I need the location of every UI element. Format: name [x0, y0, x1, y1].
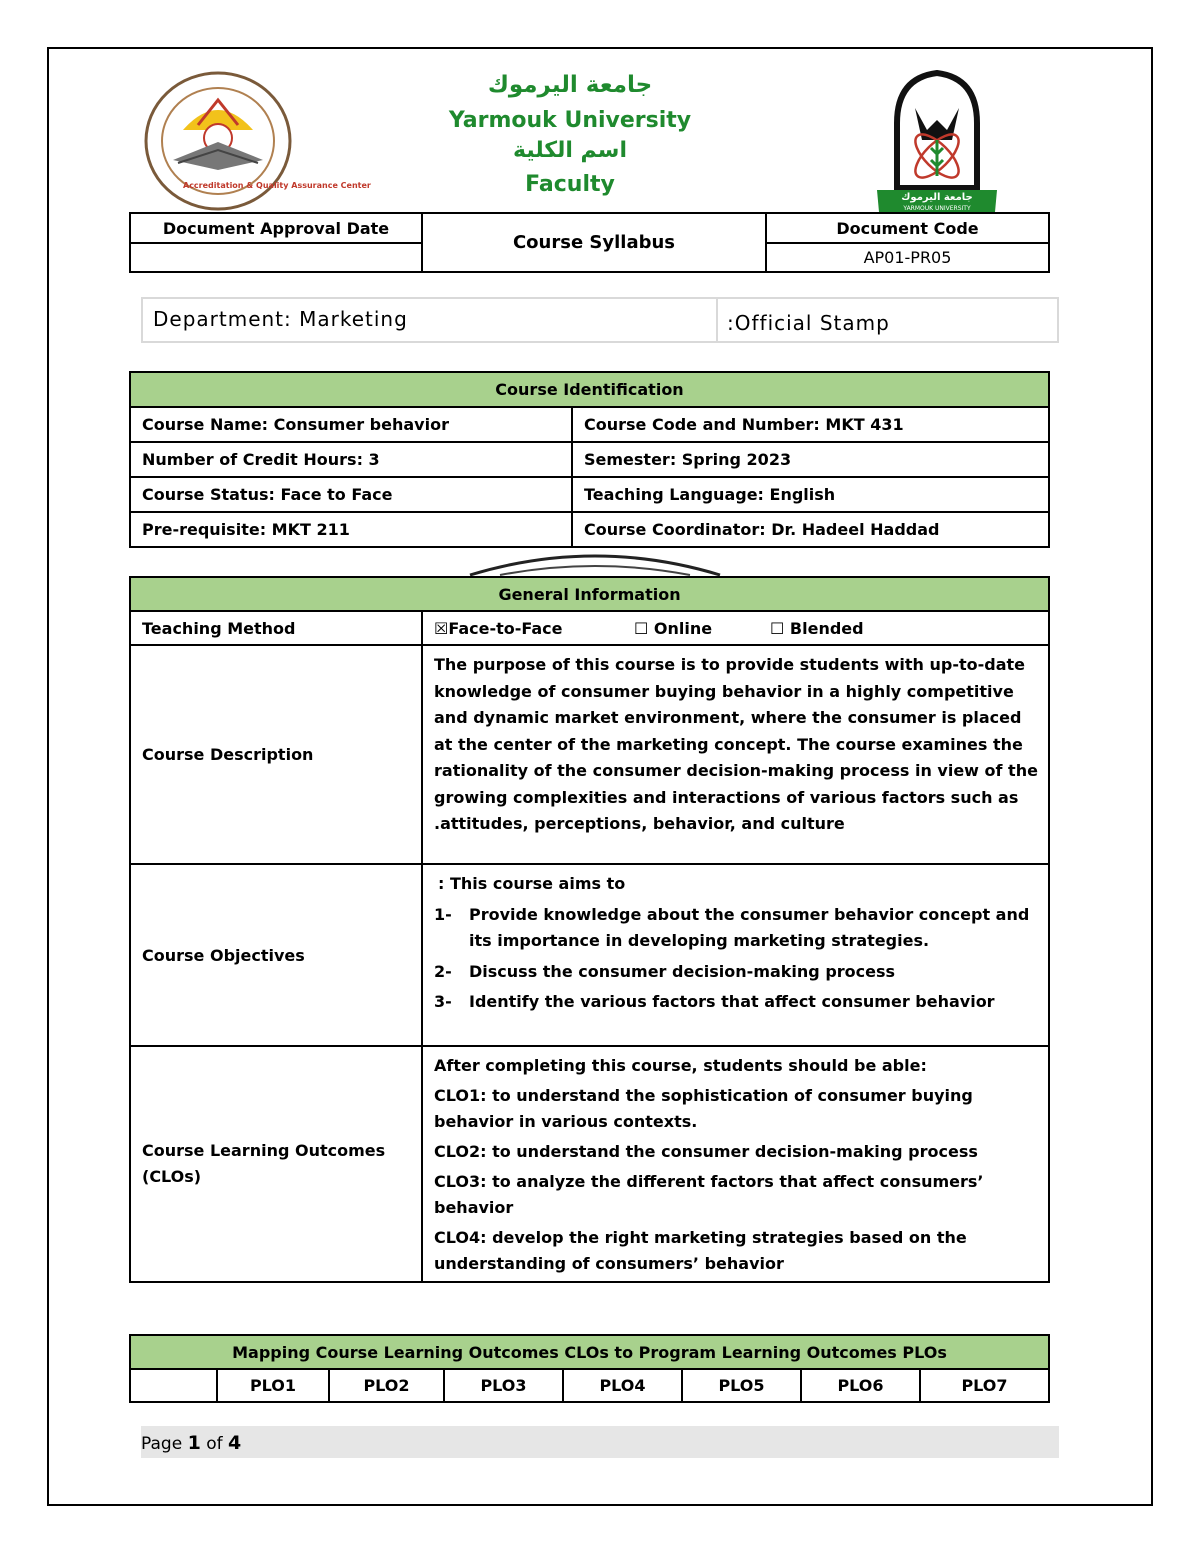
approval-table: [129, 212, 1050, 273]
semester: Semester: Spring 2023: [572, 442, 1049, 477]
plo-header: PLO2: [329, 1369, 444, 1402]
teaching-method-label: Teaching Method: [130, 611, 422, 645]
prerequisite: Pre-requisite: MKT 211: [130, 512, 572, 547]
plo-header: PLO3: [444, 1369, 563, 1402]
mapping-title: Mapping Course Learning Outcomes CLOs to Program Learning Outcomes PLOs: [130, 1335, 1049, 1369]
course-status: Course Status: Face to Face: [130, 477, 572, 512]
course-objectives-label: Course Objectives: [130, 864, 422, 1046]
department-box: [141, 297, 1059, 343]
checkbox-icon: ☐: [634, 618, 649, 638]
objective-item: 1- Provide knowledge about the consumer behavior concept and its importance in developing marketing strategies.: [434, 904, 1030, 950]
clo-item: CLO4: develop the right marketing strategies based on the understanding of consumers’ behavior: [434, 1228, 967, 1273]
yarmouk-logo: [877, 68, 997, 214]
checkbox-icon: ☐: [770, 618, 785, 638]
document-code-label: Document Code: [766, 213, 1049, 243]
course-name: Course Name: Consumer behavior: [130, 407, 572, 442]
teaching-method-options: [422, 611, 1049, 645]
clo-item: CLO2: to understand the consumer decision-making process: [434, 1142, 978, 1161]
clo-item: CLO1: to understand the sophistication of consumer buying behavior in various contexts.: [434, 1086, 973, 1131]
course-identification-table: [129, 371, 1050, 548]
plo-header: PLO1: [217, 1369, 329, 1402]
plo-header: PLO5: [682, 1369, 801, 1402]
teaching-language: Teaching Language: English: [572, 477, 1049, 512]
faculty-name-arabic: اسم الكلية: [513, 138, 627, 163]
course-code: Course Code and Number: MKT 431: [572, 407, 1049, 442]
objectives-intro: : This course aims to: [438, 874, 626, 893]
accreditation-logo: [143, 70, 371, 212]
checked-box-icon: ☒: [434, 618, 449, 638]
plo-header: PLO4: [563, 1369, 682, 1402]
department-label: Department: Marketing: [153, 307, 408, 331]
general-info-title: General Information: [130, 577, 1049, 611]
seal-text: Accreditation & Quality Assurance Center: [183, 181, 371, 190]
course-coordinator: Course Coordinator: Dr. Hadeel Haddad: [572, 512, 1049, 547]
approval-date-label: Document Approval Date: [130, 213, 422, 243]
plo-header: PLO7: [920, 1369, 1049, 1402]
method-online[interactable]: ☐ Online: [634, 618, 713, 638]
credit-hours: Number of Credit Hours: 3: [130, 442, 572, 477]
identification-title: Course Identification: [130, 372, 1049, 407]
method-blended[interactable]: ☐ Blended: [770, 618, 864, 638]
course-description: The purpose of this course is to provide students with up-to-date knowledge of consumer buying behavior in a highly competitive and dynamic market environment, where the consumer is placed at the center of the marketing concept. The course examines the rationality of the consumer decision-making process in view of the growing complexities and interactions of various factors such as .attitudes, perceptions, behavior, and culture: [422, 645, 1049, 864]
objective-item: 3- Identify the various factors that affect consumer behavior: [434, 992, 995, 1011]
plo-header: PLO6: [801, 1369, 920, 1402]
course-objectives: [422, 864, 1049, 1046]
watermark-arc: [460, 547, 730, 577]
official-stamp-label: :Official Stamp: [727, 311, 890, 335]
mapping-blank-cell: [130, 1369, 217, 1402]
clo-plo-mapping-table: [129, 1334, 1050, 1403]
page-footer: [141, 1426, 1059, 1458]
course-learning-outcomes: [422, 1046, 1049, 1282]
logo-arabic-text: جامعة اليرموك: [901, 192, 973, 203]
logo-english-text: YARMOUK UNIVERSITY: [903, 205, 971, 212]
clo-label: Course Learning Outcomes (CLOs): [130, 1046, 422, 1282]
page-number: Page 1 of 4: [141, 1432, 242, 1454]
course-description-label: Course Description: [130, 645, 422, 864]
approval-date-value: [130, 243, 422, 272]
department-divider: [716, 299, 718, 341]
document-title: Course Syllabus: [422, 213, 766, 272]
university-name-arabic: جامعة اليرموك: [487, 72, 653, 98]
university-name: Yarmouk University: [448, 108, 692, 133]
objective-item: 2- Discuss the consumer decision-making process: [434, 961, 896, 981]
faculty-name: Faculty: [525, 172, 615, 197]
document-code-value: AP01-PR05: [766, 243, 1049, 272]
clo-intro: After completing this course, students should be able:: [434, 1056, 927, 1075]
general-information-table: [129, 576, 1050, 1283]
clo-item: CLO3: to analyze the different factors that affect consumers’ behavior: [434, 1172, 984, 1217]
method-face-to-face[interactable]: ☒Face-to-Face: [434, 618, 563, 638]
